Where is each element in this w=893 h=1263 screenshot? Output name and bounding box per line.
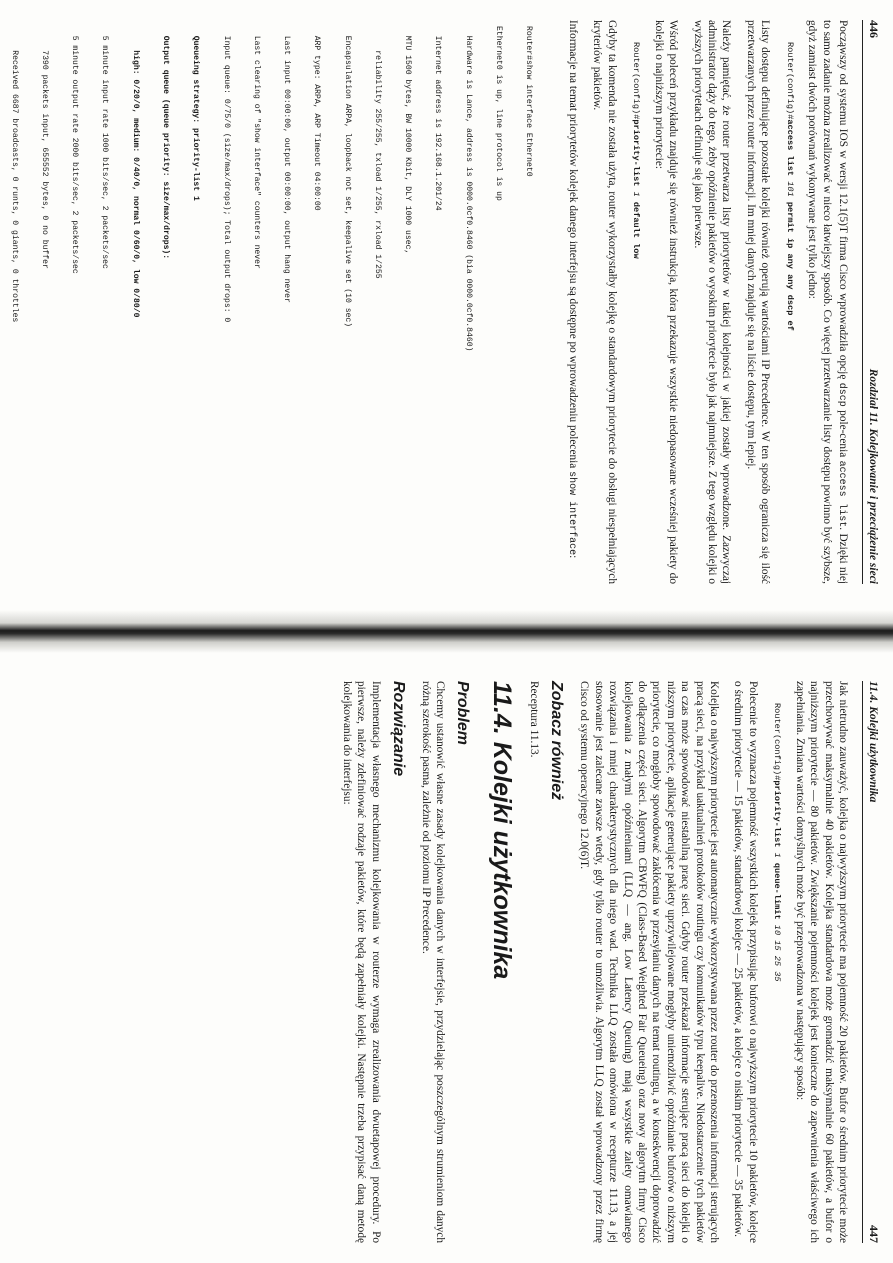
paragraph: Polecenie to wyznacza pojemność wszystkich kolejek przypisując buforowi o najwyższym priorytecie 10 pakietów, kolejce o średnim priorytecie — 15 pakietów, standardowej kolejce — 25 pakietów, a kolejce o niskim priorytecie — 35 pakietów. <box>732 681 759 1243</box>
see-also-heading: Zobacz również <box>547 681 565 801</box>
solution-heading: Rozwiązanie <box>389 681 407 777</box>
command-example: Router(config)#priority-list 1 default low <box>631 42 642 259</box>
paragraph: Listy dostępu definiujące pozostałe kolejki również operują wartościami IP Precedence. W ten sposób ogranicza się ilość przetwarzanych przez router informacji. Im mniej danych znajduje się na liście dostępu, tym lepiej. <box>744 20 772 584</box>
output-line: 5 minute output rate 2000 bits/sec, 2 packets/sec <box>70 26 80 274</box>
section-running-title: 11.4. Kolejki użytkownika <box>867 681 879 803</box>
output-line: Last input 00:00:00, output 00:00:00, output hang never <box>282 26 292 303</box>
paragraph: Gdyby ta komenda nie została użyta, router wykorzystałby kolejkę o standardowym priorytecie do obsługi niespełniających kryteriów pakietów. <box>591 20 618 584</box>
output-line: 7390 packets input, 655552 bytes, 0 no buffer <box>39 26 49 269</box>
output-line: Router#show interface Ethernet0 <box>524 26 534 177</box>
paragraph: Kolejka o najwyższym priorytecie jest automatycznie wykorzystywana przez router do przenoszenia informacji sterujących pracą sieci, na przykład uaktualnień protokołów routingu czy komunikatów typu keepalive. Niedostarczenie tych pakietów na czas może spowodować niestabilną pracę sieci. Gdyby router przekazał informacje sterujące pracą sieci do kolejki o niższym priorytecie, aplikacje generujące pakiety uprzywilejowane mogłyby uniemożliwić opróżnianie buforów o niższym priorytecie, co mogłoby spowodować zakłócenia w przesyłaniu danych na temat routingu, a w konsekwencji doprowadzić do odłączenia części sieci. Algorytm CBWFQ (Class-Based Weighted Fair Queueing) oraz nowy algorytm firmy Cisco kolejkowania z małymi opóźnieniami (LLQ — ang. Low Latency Queuing) mają wszystkie zalety omawianego rozwiązania i mniej charakterystycznych dla niego wad. Technika LLQ została omówiona w recepturze 11.13, a jej stosowanie jest zalecane zawsze wtedy, gdy tylko router to umożliwia. Algorytm LLQ został wprowadzony przez firmę Cisco od systemu operacyjnego 12.0(6)T. <box>578 681 720 1243</box>
chapter-title: Rozdział 11. Kolejkowanie i przeciążenie sieci <box>867 368 879 584</box>
paragraph: Informacje na temat priorytetów kolejek danego interfejsu są dostępne po wprowadzeniu polecenia show interface: <box>565 20 579 559</box>
command-example: Router(config)#priority-list 1 queue-limit 10 15 25 35 <box>772 703 783 982</box>
running-head <box>862 681 881 1243</box>
paragraph: Począwszy od systemu IOS w wersji 12.1(5)T firma Cisco wprowadziła opcję dscp pole-cenia access list. Dzięki niej to samo zadanie można zrealizować w nieco łatwiejszy sposób. Co więcej przetwarzanie listy dostępu powinno być szybsze, gdyż zamiast dwóch porównań wykonywane jest tylko jedno: <box>806 20 849 584</box>
output-line: MTU 1500 bytes, BW 10000 Kbit, DLY 1000 usec, <box>403 26 413 255</box>
page-number: 446 <box>867 20 881 38</box>
see-also-text: Receptura 11.13. <box>527 681 540 758</box>
section-heading: 11.4. Kolejki użytkownika <box>488 681 517 980</box>
output-line: 5 minute input rate 1000 bits/sec, 2 packets/sec <box>100 26 110 269</box>
output-line: Last clearing of "show interface" counters never <box>251 26 261 269</box>
output-line: Input queue: 0/75/0 (size/max/drops); Total output drops: 0 <box>221 26 231 323</box>
page-447 <box>0 653 893 1263</box>
book-gutter <box>0 610 893 653</box>
paragraph: Należy pamiętać, że router przetwarza listy priorytetów w takiej kolejności w jakiej zostały wprowadzone. Zazwyczaj administrator dąży do tego, żeby opóźnienie pakietów o wysokim priorytecie było jak najmniejsze. Z tego względu kolejki o wyższych priorytetach definiuje się jako pierwsze. <box>691 20 733 584</box>
output-line: Output queue (queue priority: size/max/drops): <box>160 26 170 260</box>
solution-text: Implementacja własnego mechanizmu kolejkowania w routerze wymaga zrealizowania dwuetapowej procedury. Po pierwsze, należy zdefiniować rodzaje pakietów, które będą zapełniały kolejki. Następnie trzeba przypisać daną metodę kolejkowania do interfejsu: <box>340 681 382 1243</box>
output-line: ARP type: ARPA, ARP Timeout 04:00:00 <box>312 26 322 211</box>
output-line: Hardware is Lance, address is 0000.0cf0.8460 (bia 0000.0cf0.8460) <box>463 26 473 352</box>
output-line: Internet address is 192.168.1.201/24 <box>433 26 443 211</box>
problem-heading: Problem <box>454 681 472 746</box>
running-head <box>862 20 881 584</box>
problem-text: Chcemy ustanowić własne zasady kolejkowania danych w interfejsie, przydzielając poszczególnym strumieniom danych różną szerokość pasma, zależnie od poziomu IP Precedence. <box>420 681 447 1243</box>
command-example: Router(config)#access list 101 permit ip any any dscp ef <box>784 42 795 331</box>
page-446 <box>0 0 893 610</box>
output-line: high: 0/20/0, medium: 0/40/0, normal 0/60/0, low 0/80/0 <box>130 26 140 318</box>
page-number: 447 <box>867 1225 881 1243</box>
paragraph: Jak nietrudno zauważyć, kolejka o najwyższym priorytecie ma pojemność 20 pakietów. Bufor o średnim priorytecie może przechowywać maksymalnie 40 pakietów. Kolejka standardowa może gromadzić maksymalnie 60 pakietów, a bufor o najniższym priorytecie — 80 pakietów. Zwiększanie pojemności kolejek jest konieczne do zapewnienia właściwego ich zapełniania. Zmiana wartości domyślnych może być przeprowadzona w następujący sposób: <box>793 681 849 1243</box>
output-line: reliability 255/255, txload 1/255, rxload 1/255 <box>372 26 382 279</box>
output-line: Received 6687 broadcasts, 0 runts, 0 giants, 0 throttles <box>9 26 19 323</box>
router-output <box>0 26 554 584</box>
output-line: Ethernet0 is up, line protocol is up <box>494 26 504 201</box>
paragraph: Wśród poleceń przykładu znajduje się również instrukcja, która przekazuje wszystkie niedopasowane wcześniej pakiety do kolejki o najniższym priorytecie: <box>652 20 680 584</box>
output-line: Encapsulation ARPA, loopback not set, keepalive set (10 sec) <box>342 26 352 328</box>
output-line: Queueing strategy: priority-list 1 <box>191 26 201 201</box>
